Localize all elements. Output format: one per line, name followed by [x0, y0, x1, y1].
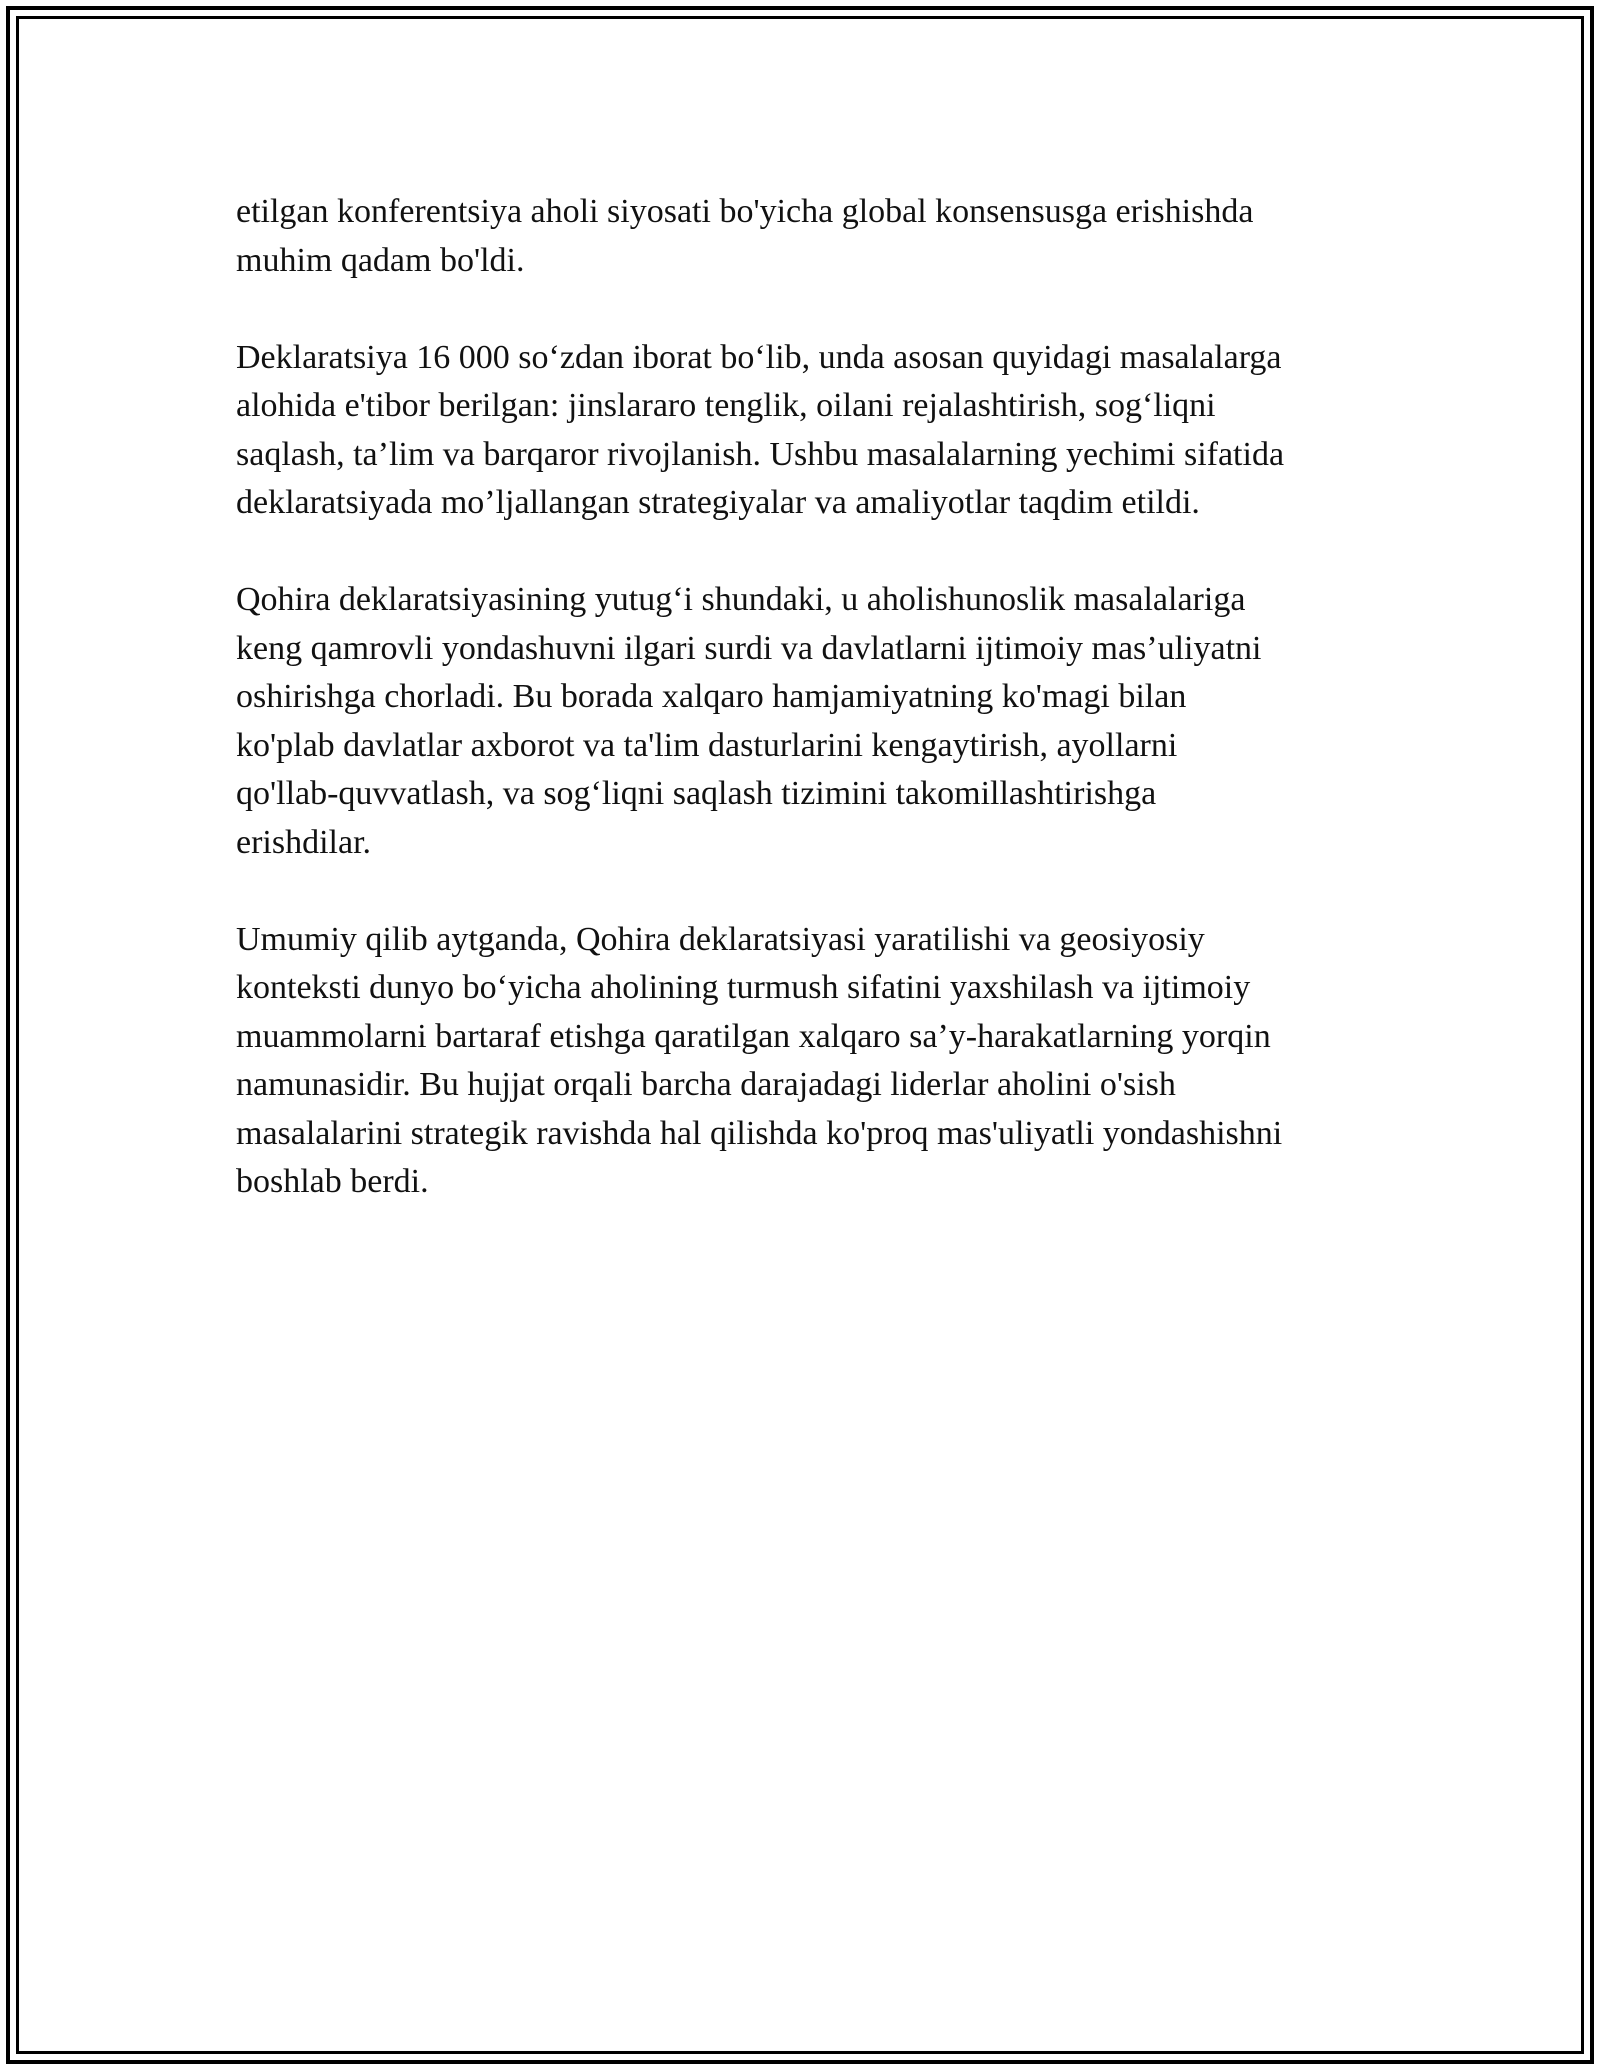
paragraph: Deklaratsiya 16 000 so‘zdan iborat bo‘lib, unda asosan quyidagi masalalarga alohida e'tibor berilgan: jinslararo tenglik, oilani rejalashtirish, sog‘liqni saqlash, ta’lim va barqaror rivojlanish. Ushbu masalalarning yechimi sifatida deklaratsiyada mo’ljallangan strategiyalar va amaliyotlar taqdim etildi. [236, 338, 1285, 521]
paragraph: etilgan konferentsiya aholi siyosati bo'yicha global konsensusga erishishda muhim qadam bo'ldi. [236, 193, 1254, 279]
paragraph: Umumiy qilib aytganda, Qohira deklaratsiyasi yaratilishi va geosiyosiy konteksti dunyo bo‘yicha aholining turmush sifatini yaxshilash va ijtimoiy muammolarni bartaraf etishga qaratilgan xalqaro sa’y-harakatlarning yorqin namunasidir. Bu hujjat orqali barcha darajadagi liderlar aholini o'sish masalalarini strategik ravishda hal qilishda ko'proq mas'uliyatli yondashishni boshlab berdi. [236, 920, 1283, 1200]
document-body [236, 188, 1376, 1207]
paragraph: Qohira deklaratsiyasining yutug‘i shundaki, u aholishunoslik masalalariga keng qamrovli yondashuvni ilgari surdi va davlatlarni ijtimoiy mas’uliyatni oshirishga chorladi. Bu borada xalqaro hamjamiyatning ko'magi bilan ko'plab davlatlar axborot va ta'lim dasturlarini kengaytirish, ayollarni qo'llab-quvvatlash, va sog‘liqni saqlash tizimini takomillashtirishga erishdilar. [236, 581, 1262, 861]
